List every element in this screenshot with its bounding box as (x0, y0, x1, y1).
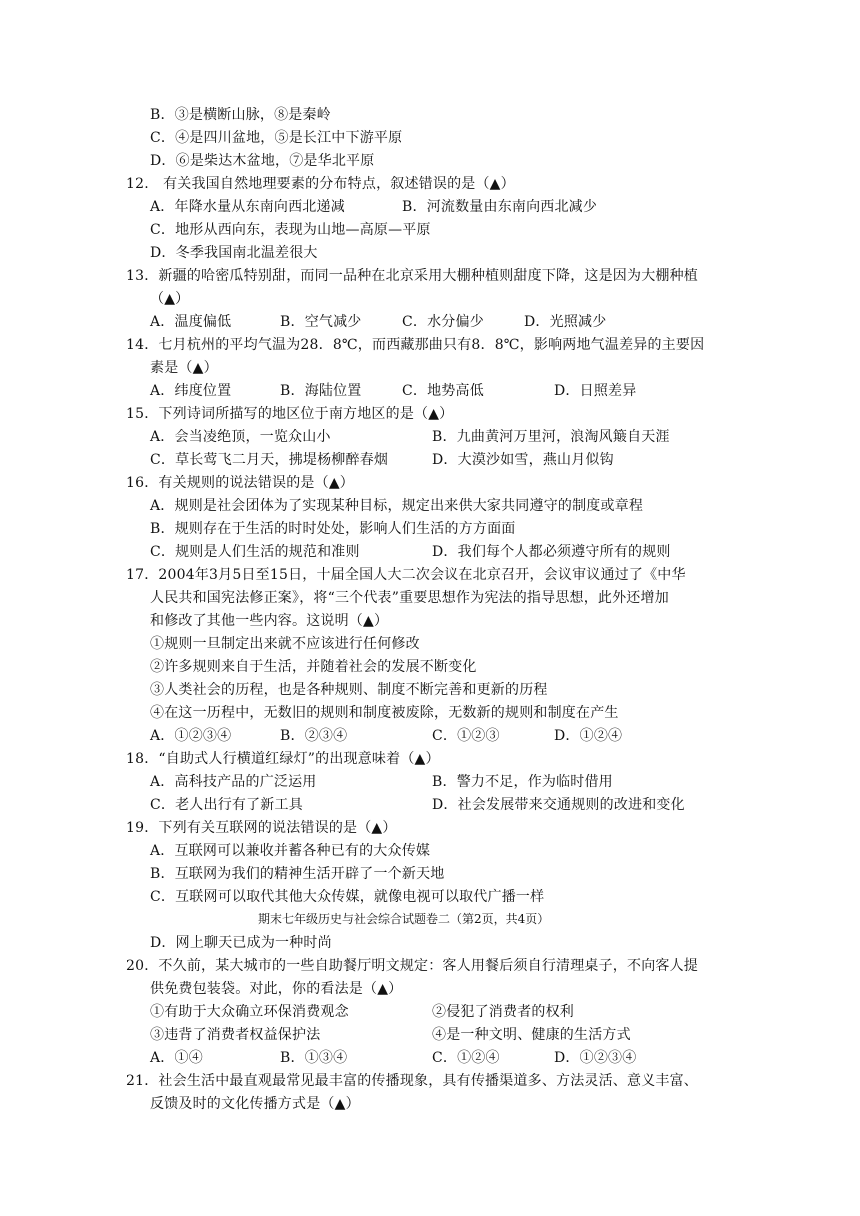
q20-statement-1: ①有助于大众确立环保消费观念 (150, 1004, 349, 1020)
q17-statement-1: ①规则一旦制定出来就不应该进行任何修改 (150, 636, 420, 652)
q12-option-c: C．地形从西向东，表现为山地—高原—平原 (150, 222, 431, 238)
q20-stem-line1: 20．不久前，某大城市的一些自助餐厅明文规定：客人用餐后须自行清理桌子，不向客人提 (126, 958, 699, 974)
q20-option-a: A．①④ (150, 1050, 203, 1066)
q13-option-d: D．光照减少 (524, 314, 607, 330)
q14-option-a: A．纬度位置 (150, 383, 232, 399)
q17-option-d: D．①②④ (554, 728, 623, 744)
q17-stem-line1: 17．2004年3月5日至15日，十届全国人大二次会议在北京召开，会议审议通过了《中华 (126, 567, 686, 583)
q17-statement-2: ②许多规则来自于生活，并随着社会的发展不断变化 (150, 659, 477, 675)
q12-option-a: A．年降水量从东南向西北递减 (150, 199, 345, 215)
q11-option-d: D．⑥是柴达木盆地，⑦是华北平原 (150, 153, 375, 169)
q17-stem-line2: 人民共和国宪法修正案》，将“三个代表”重要思想作为宪法的指导思想，此外还增加 (150, 590, 669, 606)
q21-stem-line1: 21．社会生活中最直观最常见最丰富的传播现象，具有传播渠道多、方法灵活、意义丰富、 (126, 1073, 699, 1089)
q19-option-c: C．互联网可以取代其他大众传媒，就像电视可以取代广播一样 (150, 889, 545, 905)
q20-option-c: C．①②④ (432, 1050, 500, 1066)
q16-option-a: A．规则是社会团体为了实现某种目标，规定出来供大家共同遵守的制度或章程 (150, 498, 644, 514)
q15-option-a: A．会当凌绝顶，一览众山小 (150, 429, 331, 445)
q17-statement-3: ③人类社会的历程，也是各种规则、制度不断完善和更新的历程 (150, 682, 548, 698)
q18-option-a: A．高科技产品的广泛运用 (150, 774, 317, 790)
q16-stem: 16．有关规则的说法错误的是（▲） (126, 475, 354, 491)
q18-option-c: C．老人出行有了新工具 (150, 797, 303, 813)
q12-option-b: B．河流数量由东南向西北减少 (402, 199, 598, 215)
q17-option-a: A．①②③④ (150, 728, 232, 744)
q18-stem: 18．“自助式人行横道红绿灯”的出现意味着（▲） (126, 751, 440, 767)
q14-option-d: D．日照差异 (554, 383, 637, 399)
q13-option-b: B．空气减少 (280, 314, 362, 330)
q15-option-d: D．大漠沙如雪，燕山月似钩 (432, 452, 614, 468)
q16-option-d: D．我们每个人都必须遵守所有的规则 (432, 544, 671, 560)
q20-option-d: D．①②③④ (554, 1050, 637, 1066)
page-footer: 期末七年级历史与社会综合试题卷二（第2页，共4页） (258, 912, 550, 926)
q13-option-c: C．水分偏少 (402, 314, 484, 330)
q17-option-c: C．①②③ (432, 728, 500, 744)
q13-stem-line2: （▲） (150, 291, 190, 307)
q11-option-b: B．③是横断山脉，⑧是秦岭 (150, 107, 331, 123)
q18-option-d: D．社会发展带来交通规则的改进和变化 (432, 797, 685, 813)
q21-stem-line2: 反馈及时的文化传播方式是（▲） (150, 1096, 360, 1112)
q15-option-c: C．草长莺飞二月天，拂堤杨柳醉春烟 (150, 452, 389, 468)
q19-option-d: D．网上聊天已成为一种时尚 (150, 935, 332, 951)
q17-stem-line3: 和修改了其他一些内容。这说明（▲） (150, 613, 389, 629)
q14-stem-line1: 14．七月杭州的平均气温为28．8℃，而西藏那曲只有8．8℃，影响两地气温差异的主要因 (126, 337, 705, 353)
q20-statement-4: ④是一种文明、健康的生活方式 (432, 1027, 631, 1043)
q20-statement-3: ③违背了消费者权益保护法 (150, 1027, 321, 1043)
q16-option-b: B．规则存在于生活的时时处处，影响人们生活的方方面面 (150, 521, 516, 537)
q16-option-c: C．规则是人们生活的规范和准则 (150, 544, 360, 560)
q13-stem-line1: 13．新疆的哈密瓜特别甜，而同一品种在北京采用大棚种植则甜度下降，这是因为大棚种植 (126, 268, 699, 284)
q15-stem: 15．下列诗词所描写的地区位于南方地区的是（▲） (126, 406, 454, 422)
q20-stem-line2: 供免费包装袋。对此，你的看法是（▲） (150, 981, 403, 997)
q13-option-a: A．温度偏低 (150, 314, 232, 330)
q19-option-a: A．互联网可以兼收并蓄各种已有的大众传媒 (150, 843, 431, 859)
q14-option-b: B．海陆位置 (280, 383, 362, 399)
q14-stem-line2: 素是（▲） (150, 360, 218, 376)
q19-stem: 19．下列有关互联网的说法错误的是（▲） (126, 820, 397, 836)
q18-option-b: B．警力不足，作为临时借用 (432, 774, 613, 790)
q14-option-c: C．地势高低 (402, 383, 484, 399)
q12-stem: 12. 有关我国自然地理要素的分布特点，叙述错误的是（▲） (126, 176, 515, 192)
q17-statement-4: ④在这一历程中，无数旧的规则和制度被废除，无数新的规则和制度在产生 (150, 705, 619, 721)
q20-statement-2: ②侵犯了消费者的权利 (432, 1004, 574, 1020)
q20-option-b: B．①③④ (280, 1050, 348, 1066)
q17-option-b: B．②③④ (280, 728, 348, 744)
q15-option-b: B．九曲黄河万里河，浪淘风簸自天涯 (432, 429, 670, 445)
q19-option-b: B．互联网为我们的精神生活开辟了一个新天地 (150, 866, 445, 882)
q12-option-d: D．冬季我国南北温差很大 (150, 245, 318, 261)
q11-option-c: C．④是四川盆地，⑤是长江中下游平原 (150, 130, 403, 146)
